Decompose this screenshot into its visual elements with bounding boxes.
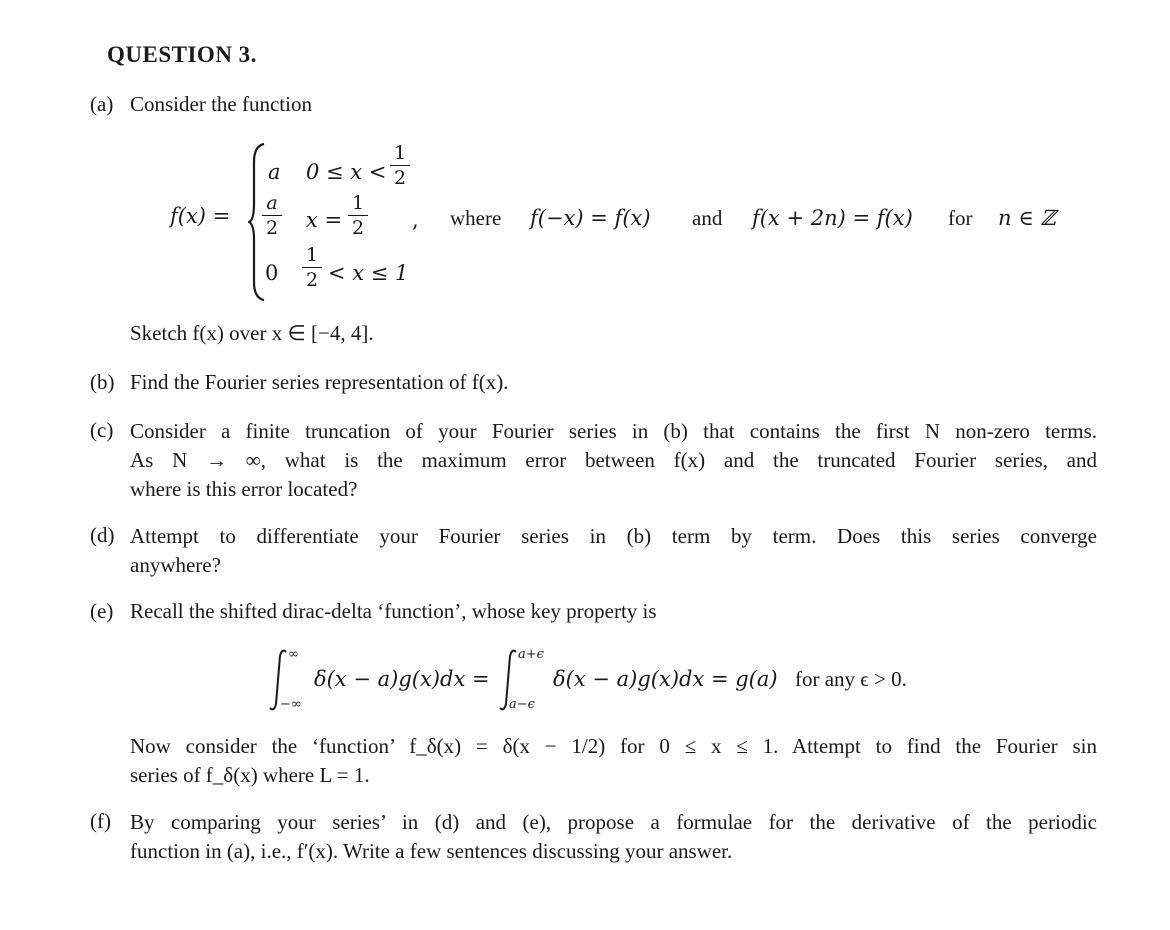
part-c-line-2: As N → ∞, what is the maximum error between f(x) and the truncated Fourier series, and [130,448,1097,472]
case3-condition: < x ≤ 1 [328,261,409,285]
part-d-text [130,522,1097,580]
part-a-label: (a) [90,92,114,116]
fraction-denominator: 2 [305,269,319,291]
part-c-label: (c) [90,418,114,442]
integrand-2: δ(x − a)g(x)dx = g(a) [553,667,778,691]
fraction-denominator: 2 [393,167,407,189]
question-title: QUESTION 3. [107,42,257,67]
part-b-text: Find the Fourier series representation of f(x). [130,370,509,394]
fraction-numerator: 1 [351,192,365,214]
case1-condition: 0 ≤ x < [306,160,387,184]
part-e-label: (e) [90,599,114,623]
fraction-numerator: 1 [305,244,319,266]
part-e-line-2: series of f_δ(x) where L = 1. [130,763,370,787]
and-word: and [692,206,723,230]
part-f-line-2: function in (a), i.e., f′(x). Write a few sentences discussing your answer. [130,839,733,863]
part-a-intro: Consider the function [130,92,312,116]
integral-2-lower: a−ϵ [509,697,535,712]
for-any-epsilon: for any ϵ > 0. [795,667,907,691]
part-e-text [130,732,1097,790]
even-condition: f(−x) = f(x) [530,206,651,230]
comma: , [412,208,419,232]
integer-condition: n ∈ ℤ [998,206,1056,230]
case1-value: a [268,160,281,184]
fraction-bar [348,215,368,216]
part-c-line-3: where is this error located? [130,477,358,501]
case3-half-fraction [302,245,322,290]
integral-1-lower: −∞ [280,697,302,712]
part-c-line-1: Consider a finite truncation of your Fourier series in (b) that contains the first N non-zero terms. [130,419,1097,443]
part-d-line-1: Attempt to differentiate your Fourier series in (b) term by term. Does this series converge [130,524,1097,548]
integral-2-upper: a+ϵ [518,647,544,662]
fraction-denominator: 2 [265,217,279,239]
fraction-bar [302,267,322,268]
case3-value: 0 [265,261,279,285]
case1-half-fraction [390,143,410,188]
part-b-label: (b) [90,370,115,394]
part-f-text [130,808,1097,866]
part-d-label: (d) [90,523,115,547]
part-e-line-1: Now consider the ‘function’ f_δ(x) = δ(x − 1/2) for 0 ≤ x ≤ 1. Attempt to find the Fourier sin [130,734,1097,758]
fraction-denominator: 2 [351,217,365,239]
for-word: for [948,206,973,230]
fraction-numerator: a [266,192,278,214]
function-lhs: f(x) = [170,204,231,228]
where-word: where [450,206,502,230]
case2-condition: x = [306,208,343,232]
part-e-intro: Recall the shifted dirac-delta ‘function’, whose key property is [130,599,657,623]
part-d-line-2: anywhere? [130,553,221,577]
periodic-condition: f(x + 2n) = f(x) [752,206,913,230]
fraction-bar [390,165,410,166]
case2-half-fraction [348,193,368,238]
integral-1-upper: ∞ [288,647,299,662]
part-f-line-1: By comparing your series’ in (d) and (e), propose a formulae for the derivative of the periodic [130,810,1097,834]
case2-value-fraction [262,193,282,238]
integrand-1: δ(x − a)g(x)dx = [314,667,490,691]
fraction-bar [262,215,282,216]
fraction-numerator: 1 [393,142,407,164]
part-a-sketch: Sketch f(x) over x ∈ [−4, 4]. [130,321,374,345]
part-f-label: (f) [90,809,111,833]
part-c-text [130,417,1097,504]
